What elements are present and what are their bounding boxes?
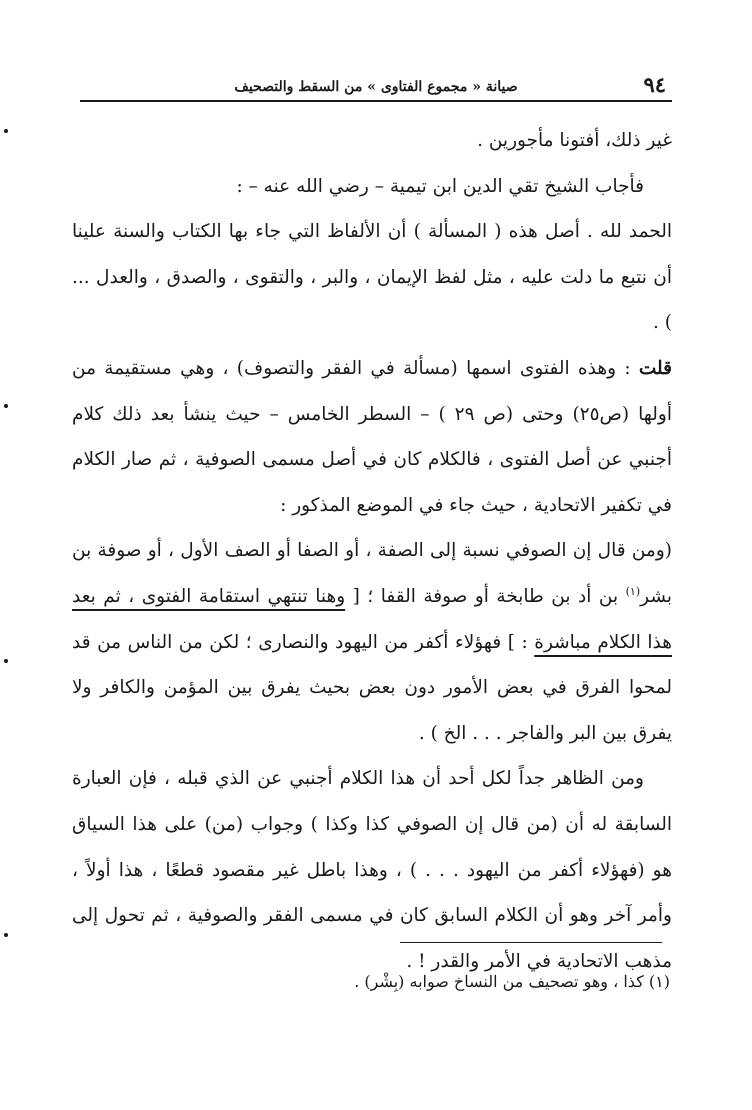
footnote-rule — [400, 942, 662, 943]
paragraph-question-end: غير ذلك، أفتونا مأجورين . — [477, 130, 672, 151]
quoted-fatwa-part2: بن أد بن طابخة أو صوفة القفا ؛ [ — [345, 585, 626, 607]
paragraph-quoted-fatwa — [72, 528, 672, 756]
running-title: صيانة « مجموع الفتاوى » من السقط والتصحيف — [234, 79, 518, 95]
page-number: ٩٤ — [643, 72, 666, 97]
author-note-text: : وهذه الفتوى اسمها (مسألة في الفقر والتصوف) ، وهي مستقيمة من أولها (ص٢٥) وحتى (ص ٢٩ ) – السطر الخامس – حيث ينشأ بعد ذلك كلام أجنبي عن أصل الفتوى ، فالكلام كان في أصل مسمى الصوفية ، ثم صار الكلام في تكفير الاتحادية ، حيث جاء في الموضع المذكور : — [72, 357, 672, 516]
margin-mark — [4, 129, 8, 133]
body-text — [72, 118, 672, 984]
qult-label: قلت — [638, 357, 673, 379]
paragraph-fatwa-opening: الحمد لله . أصل هذه ( المسألة ) أن الألفاظ التي جاء بها الكتاب والسنة علينا أن نتبع ما دلت عليه ، مثل لفظ الإيمان ، والبر ، والتقوى ، والصدق ، والعدل ... ) . — [72, 221, 672, 334]
footnote: (١) كذا ، وهو تصحيف من النساخ صوابه (بِشْر) . — [354, 972, 670, 991]
header-rule — [80, 100, 672, 102]
paragraph-author-note — [72, 346, 672, 528]
paragraph-analysis: ومن الظاهر جداً لكل أحد أن هذا الكلام أجنبي عن الذي قبله ، فإن العبارة السابقة له أن (من قال إن الصوفي كذا وكذا ) وجواب (من) على هذا السياق هو (فهؤلاء أكفر من اليهود . . . ) ، وهذا باطل غير مقصود قطعًا ، هذا أولاً ، وأمر آخر وهو أن الكلام السابق كان في مسمى الفقر والصوفية ، ثم تحول إلى مذهب الاتحادية في الأمر والقدر ! . — [72, 768, 672, 972]
footnote-reference: (١) — [625, 584, 641, 598]
page-header — [80, 72, 672, 100]
underlined-editor-insert: وهنا تنتهي استقامة الفتوى ، ثم بعد هذا الكلام مباشرة — [72, 585, 672, 653]
quoted-fatwa-part1: (ومن قال إن الصوفي نسبة إلى الصفة ، أو الصفا أو الصف الأول ، أو صوفة بن بشر — [72, 540, 672, 607]
margin-mark — [4, 404, 8, 408]
paragraph-answer-intro: فأجاب الشيخ تقي الدين ابن تيمية – رضي الله عنه – : — [236, 175, 644, 197]
quoted-fatwa-part3: : ] فهؤلاء أكفر من اليهود والنصارى ؛ لكن من الناس من قد لمحوا الفرق في بعض الأمور دون بعض بحيث يفرق بين المؤمن والكافر ولا يفرق بين البر والفاجر . . . الخ ) . — [72, 631, 672, 744]
margin-mark — [4, 933, 8, 937]
margin-mark — [4, 659, 8, 663]
